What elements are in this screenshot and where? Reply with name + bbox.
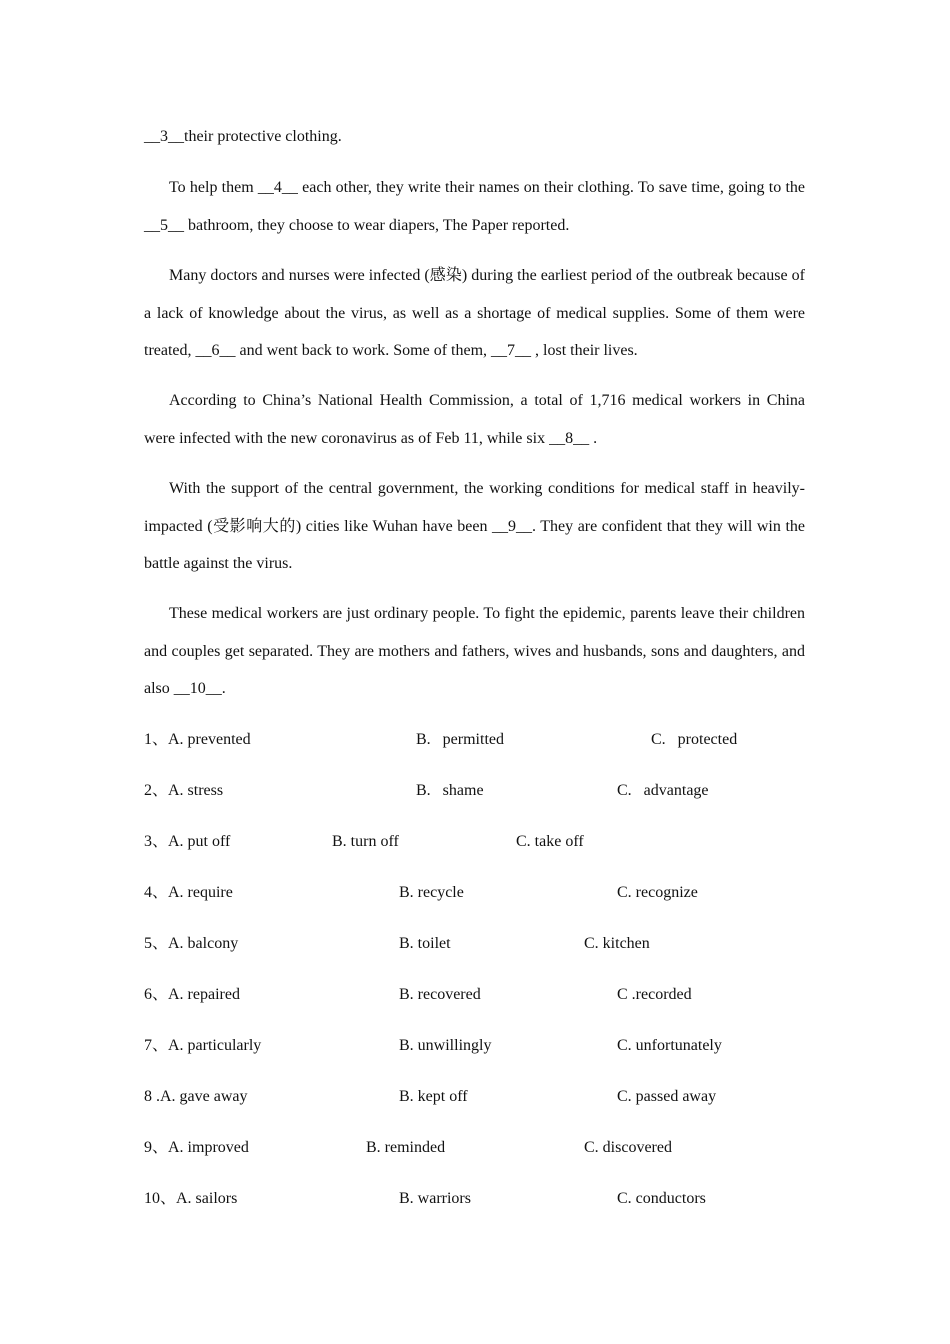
option-a: 2、A. stress [144, 782, 224, 799]
option-c: C. conductors [617, 1190, 706, 1207]
passage-paragraph: These medical workers are just ordinary people. To fight the epidemic, parents leave their children and couples get separated. They are mothers and fathers, wives and husbands, sons and daughters, and also __10__. [144, 605, 805, 697]
option-a: 6、A. repaired [144, 986, 240, 1003]
option-b: B. permitted [416, 731, 504, 748]
passage-paragraph: Many doctors and nurses were infected (感染) during the earliest period of the outbreak because of a lack of knowledge about the virus, as well as a shortage of medical supplies. Some of them were treated, __6__ and went back to work. Some of them, __7__ , lost their lives. [144, 267, 805, 359]
question-row [0, 830, 950, 854]
question-row [0, 881, 950, 905]
option-a: 5、A. balcony [144, 935, 239, 952]
option-b: B. unwillingly [399, 1037, 492, 1054]
option-b: B. toilet [399, 935, 451, 952]
option-b: B. warriors [399, 1190, 471, 1207]
option-a: 8 .A. gave away [144, 1088, 248, 1105]
option-a: 9、A. improved [144, 1139, 249, 1156]
option-c: C. discovered [584, 1139, 672, 1156]
passage-paragraph: __3__their protective clothing. [144, 128, 342, 145]
option-a: 4、A. require [144, 884, 233, 901]
option-b: B. kept off [399, 1088, 468, 1105]
option-b: B. recovered [399, 986, 481, 1003]
question-row [0, 983, 950, 1007]
question-row [0, 1085, 950, 1109]
option-c: C .recorded [617, 986, 692, 1003]
passage-paragraph: To help them __4__ each other, they write their names on their clothing. To save time, going to the __5__ bathroom, they choose to wear diapers, The Paper reported. [144, 179, 805, 234]
question-row [0, 728, 950, 752]
question-row [0, 1136, 950, 1160]
option-b: B. shame [416, 782, 484, 799]
passage-paragraph: With the support of the central government, the working conditions for medical staff in heavily-impacted (受影响大的) cities like Wuhan have been __9__. They are confident that they will win the battle against the virus. [144, 480, 805, 572]
passage-paragraph: According to China’s National Health Commission, a total of 1,716 medical workers in China were infected with the new coronavirus as of Feb 11, while six __8__ . [144, 392, 805, 447]
option-a: 3、A. put off [144, 833, 231, 850]
question-row [0, 779, 950, 803]
option-c: C. advantage [617, 782, 709, 799]
option-c: C. recognize [617, 884, 698, 901]
question-row [0, 932, 950, 956]
option-c: C. protected [651, 731, 738, 748]
option-b: B. reminded [366, 1139, 446, 1156]
option-c: C. kitchen [584, 935, 650, 952]
question-row [0, 1034, 950, 1058]
option-c: C. take off [516, 833, 584, 850]
option-a: 10、A. sailors [144, 1190, 238, 1207]
question-row [0, 1187, 950, 1211]
option-c: C. passed away [617, 1088, 717, 1105]
option-c: C. unfortunately [617, 1037, 722, 1054]
option-a: 7、A. particularly [144, 1037, 262, 1054]
option-a: 1、A. prevented [144, 731, 251, 748]
option-b: B. turn off [332, 833, 399, 850]
option-b: B. recycle [399, 884, 464, 901]
